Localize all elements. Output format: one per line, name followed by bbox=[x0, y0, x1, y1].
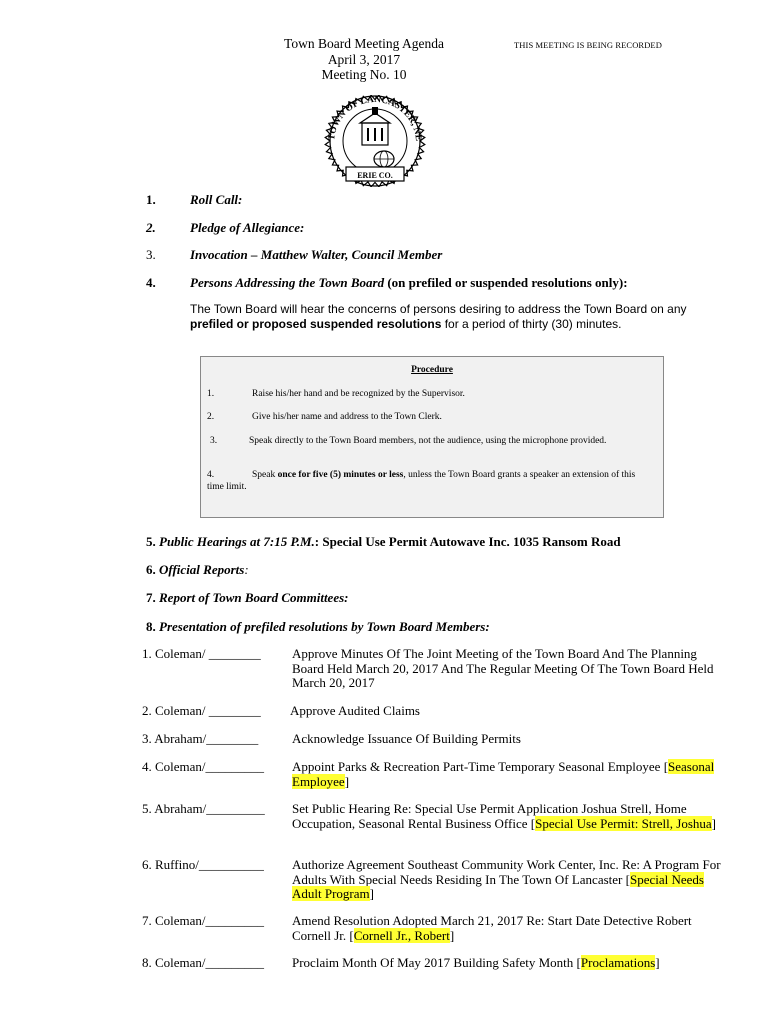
resolution-tag: Special Needs Adult Program bbox=[292, 871, 704, 901]
resolution-item: 4. Coleman/_________ Appoint Parks & Recreation Part-Time Temporary Seasonal Employee [Seasonal Employee] bbox=[142, 759, 715, 789]
agenda-section-official-reports: 6. Official Reports: bbox=[146, 562, 249, 577]
recorded-notice: THIS MEETING IS BEING RECORDED bbox=[514, 40, 662, 50]
meeting-number: Meeting No. 10 bbox=[321, 67, 407, 82]
svg-text:TOWN OF LANCASTER, NEW YORK 18 bbox=[316, 95, 423, 142]
procedure-step: 3. Speak directly to the Town Board members, not the audience, using the microphone provided. bbox=[210, 436, 607, 446]
resolution-item: 8. Coleman/_________ Proclaim Month Of May 2017 Building Safety Month [Proclamations] bbox=[142, 955, 660, 970]
agenda-title: Town Board Meeting Agenda bbox=[284, 36, 444, 51]
resolution-item: 3. Abraham/________ Acknowledge Issuance Of Building Permits bbox=[142, 731, 521, 746]
agenda-section-resolutions: 8. Presentation of prefiled resolutions by Town Board Members: bbox=[146, 619, 490, 634]
persons-addressing-paragraph: The Town Board will hear the concerns of persons desiring to address the Town Board on any prefiled or proposed suspended resolutions for a period of thirty (30) minutes. bbox=[190, 302, 687, 331]
procedure-step: 4. Speak once for five (5) minutes or less, unless the Town Board grants a speaker an extension of this time limit. bbox=[207, 470, 636, 492]
seal-banner-text: ERIE CO. bbox=[357, 171, 393, 180]
procedure-title: Procedure bbox=[411, 365, 453, 375]
procedure-step: 2. Give his/her name and address to the Town Clerk. bbox=[207, 412, 442, 422]
procedure-step: 1. Raise his/her hand and be recognized by the Supervisor. bbox=[207, 389, 465, 399]
resolution-item: 7. Coleman/_________ Amend Resolution Adopted March 21, 2017 Re: Start Date Detective Robert Cornell Jr. [Cornell Jr., Robert] bbox=[142, 913, 692, 943]
procedure-box bbox=[200, 356, 664, 518]
town-seal bbox=[316, 95, 434, 187]
resolution-tag: Proclamations bbox=[580, 955, 656, 970]
resolution-tag: Seasonal Employee bbox=[292, 759, 715, 789]
resolution-item: 6. Ruffino/__________ Authorize Agreement Southeast Community Work Center, Inc. Re: A Program For Adults With Special Needs Residing In The Town Of Lancaster [Special Needs Adult Program] bbox=[142, 857, 721, 901]
resolution-item: 5. Abraham/_________ Set Public Hearing Re: Special Use Permit Application Joshua Strell, Home Occupation, Seasonal Rental Business Office [Special Use Permit: Strell, Joshua] bbox=[142, 801, 717, 831]
meeting-date: April 3, 2017 bbox=[327, 52, 401, 67]
resolution-item: 2. Coleman/ ________ Approve Audited Claims bbox=[142, 703, 420, 718]
resolution-tag: Cornell Jr., Robert bbox=[353, 927, 450, 943]
agenda-section-public-hearings: 5. Public Hearings at 7:15 P.M.: Special Use Permit Autowave Inc. 1035 Ransom Road bbox=[146, 534, 621, 549]
resolution-item: 1. Coleman/ ________ Approve Minutes Of The Joint Meeting of the Town Board And The Planning Board Held March 20, 2017 And The Regular Meeting Of The Town Board Held March 20, 2017 bbox=[142, 646, 714, 690]
resolution-tag: Special Use Permit: Strell, Joshua bbox=[535, 815, 712, 831]
seal-ring-text: TOWN OF LANCASTER, NE bbox=[327, 95, 424, 142]
agenda-section-committees: 7. Report of Town Board Committees: bbox=[146, 590, 349, 605]
town-seal-icon bbox=[316, 95, 434, 187]
